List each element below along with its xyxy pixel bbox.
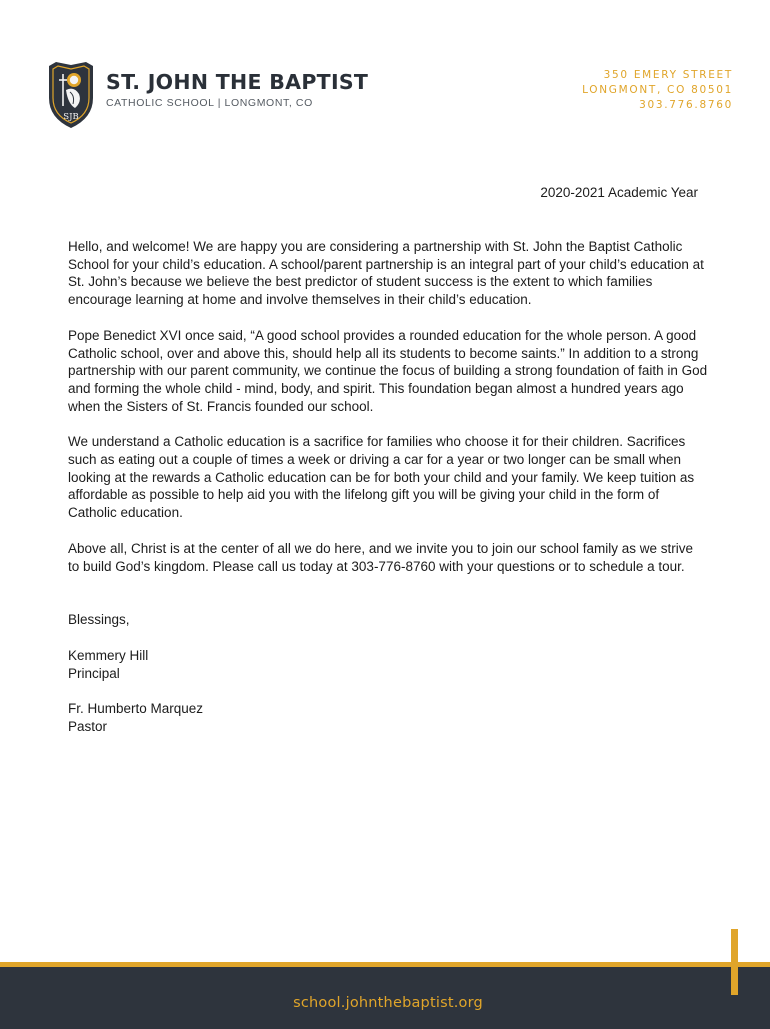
signature-section (68, 611, 708, 736)
signatory-pastor (68, 700, 708, 735)
footer-accent-bar (731, 929, 738, 995)
address-city: LONGMONT, CO 80501 (582, 84, 733, 96)
letter-body (68, 238, 708, 754)
school-address (582, 68, 733, 113)
signatory-name: Fr. Humberto Marquez (68, 701, 204, 717)
letter-paragraph: Hello, and welcome! We are happy you are considering a partnership with St. John the Baptist Catholic School for your child’s education. A school/parent partnership is an integral part of your child’s education at St. John’s because we believe the best predictor of student success is the extent to which families encourage learning at home and involve themselves in their child’s education. (68, 239, 704, 308)
signatory-name: Kemmery Hill (68, 647, 149, 663)
school-crest-icon (46, 60, 96, 130)
address-street: 350 EMERY STREET (603, 69, 733, 81)
academic-year: 2020-2021 Academic Year (540, 185, 698, 200)
letter-paragraph: We understand a Catholic education is a sacrifice for families who choose it for their children. Sacrifices such as eating out a couple of times a week or driving a car for a year or two longer can be small when looking at the rewards a Catholic education can be for both your child and your family. We keep tuition as affordable as possible to help aid you with the lifelong gift you will be giving your child in the form of Catholic education. (68, 434, 695, 521)
address-phone: 303.776.8760 (639, 99, 733, 111)
signatory-title: Principal (68, 665, 120, 681)
footer-website: school.johnthebaptist.org (293, 995, 483, 1011)
signatory-principal (68, 647, 708, 682)
letter-paragraph: Pope Benedict XVI once said, “A good school provides a rounded education for the whole person. A good Catholic school, over and above this, should help all its students to become saints.” In addition to a strong partnership with our parent community, we continue the focus of building a strong foundation of faith in God and forming the whole child - mind, body, and spirit. This foundation began almost a hundred years ago when the Sisters of St. Francis founded our school. (68, 327, 708, 414)
letterhead (0, 0, 770, 140)
school-subtitle: CATHOLIC SCHOOL | LONGMONT, CO (106, 97, 313, 109)
closing: Blessings, (68, 612, 130, 628)
crest-monogram: SJB (63, 112, 79, 122)
letter-paragraph: Above all, Christ is at the center of all we do here, and we invite you to join our school family as we strive to build God’s kingdom. Please call us today at 303-776-8760 with your questions or to schedule a tour. (68, 540, 694, 574)
signatory-title: Pastor (68, 719, 108, 735)
school-name: ST. JOHN THE BAPTIST (106, 70, 369, 94)
